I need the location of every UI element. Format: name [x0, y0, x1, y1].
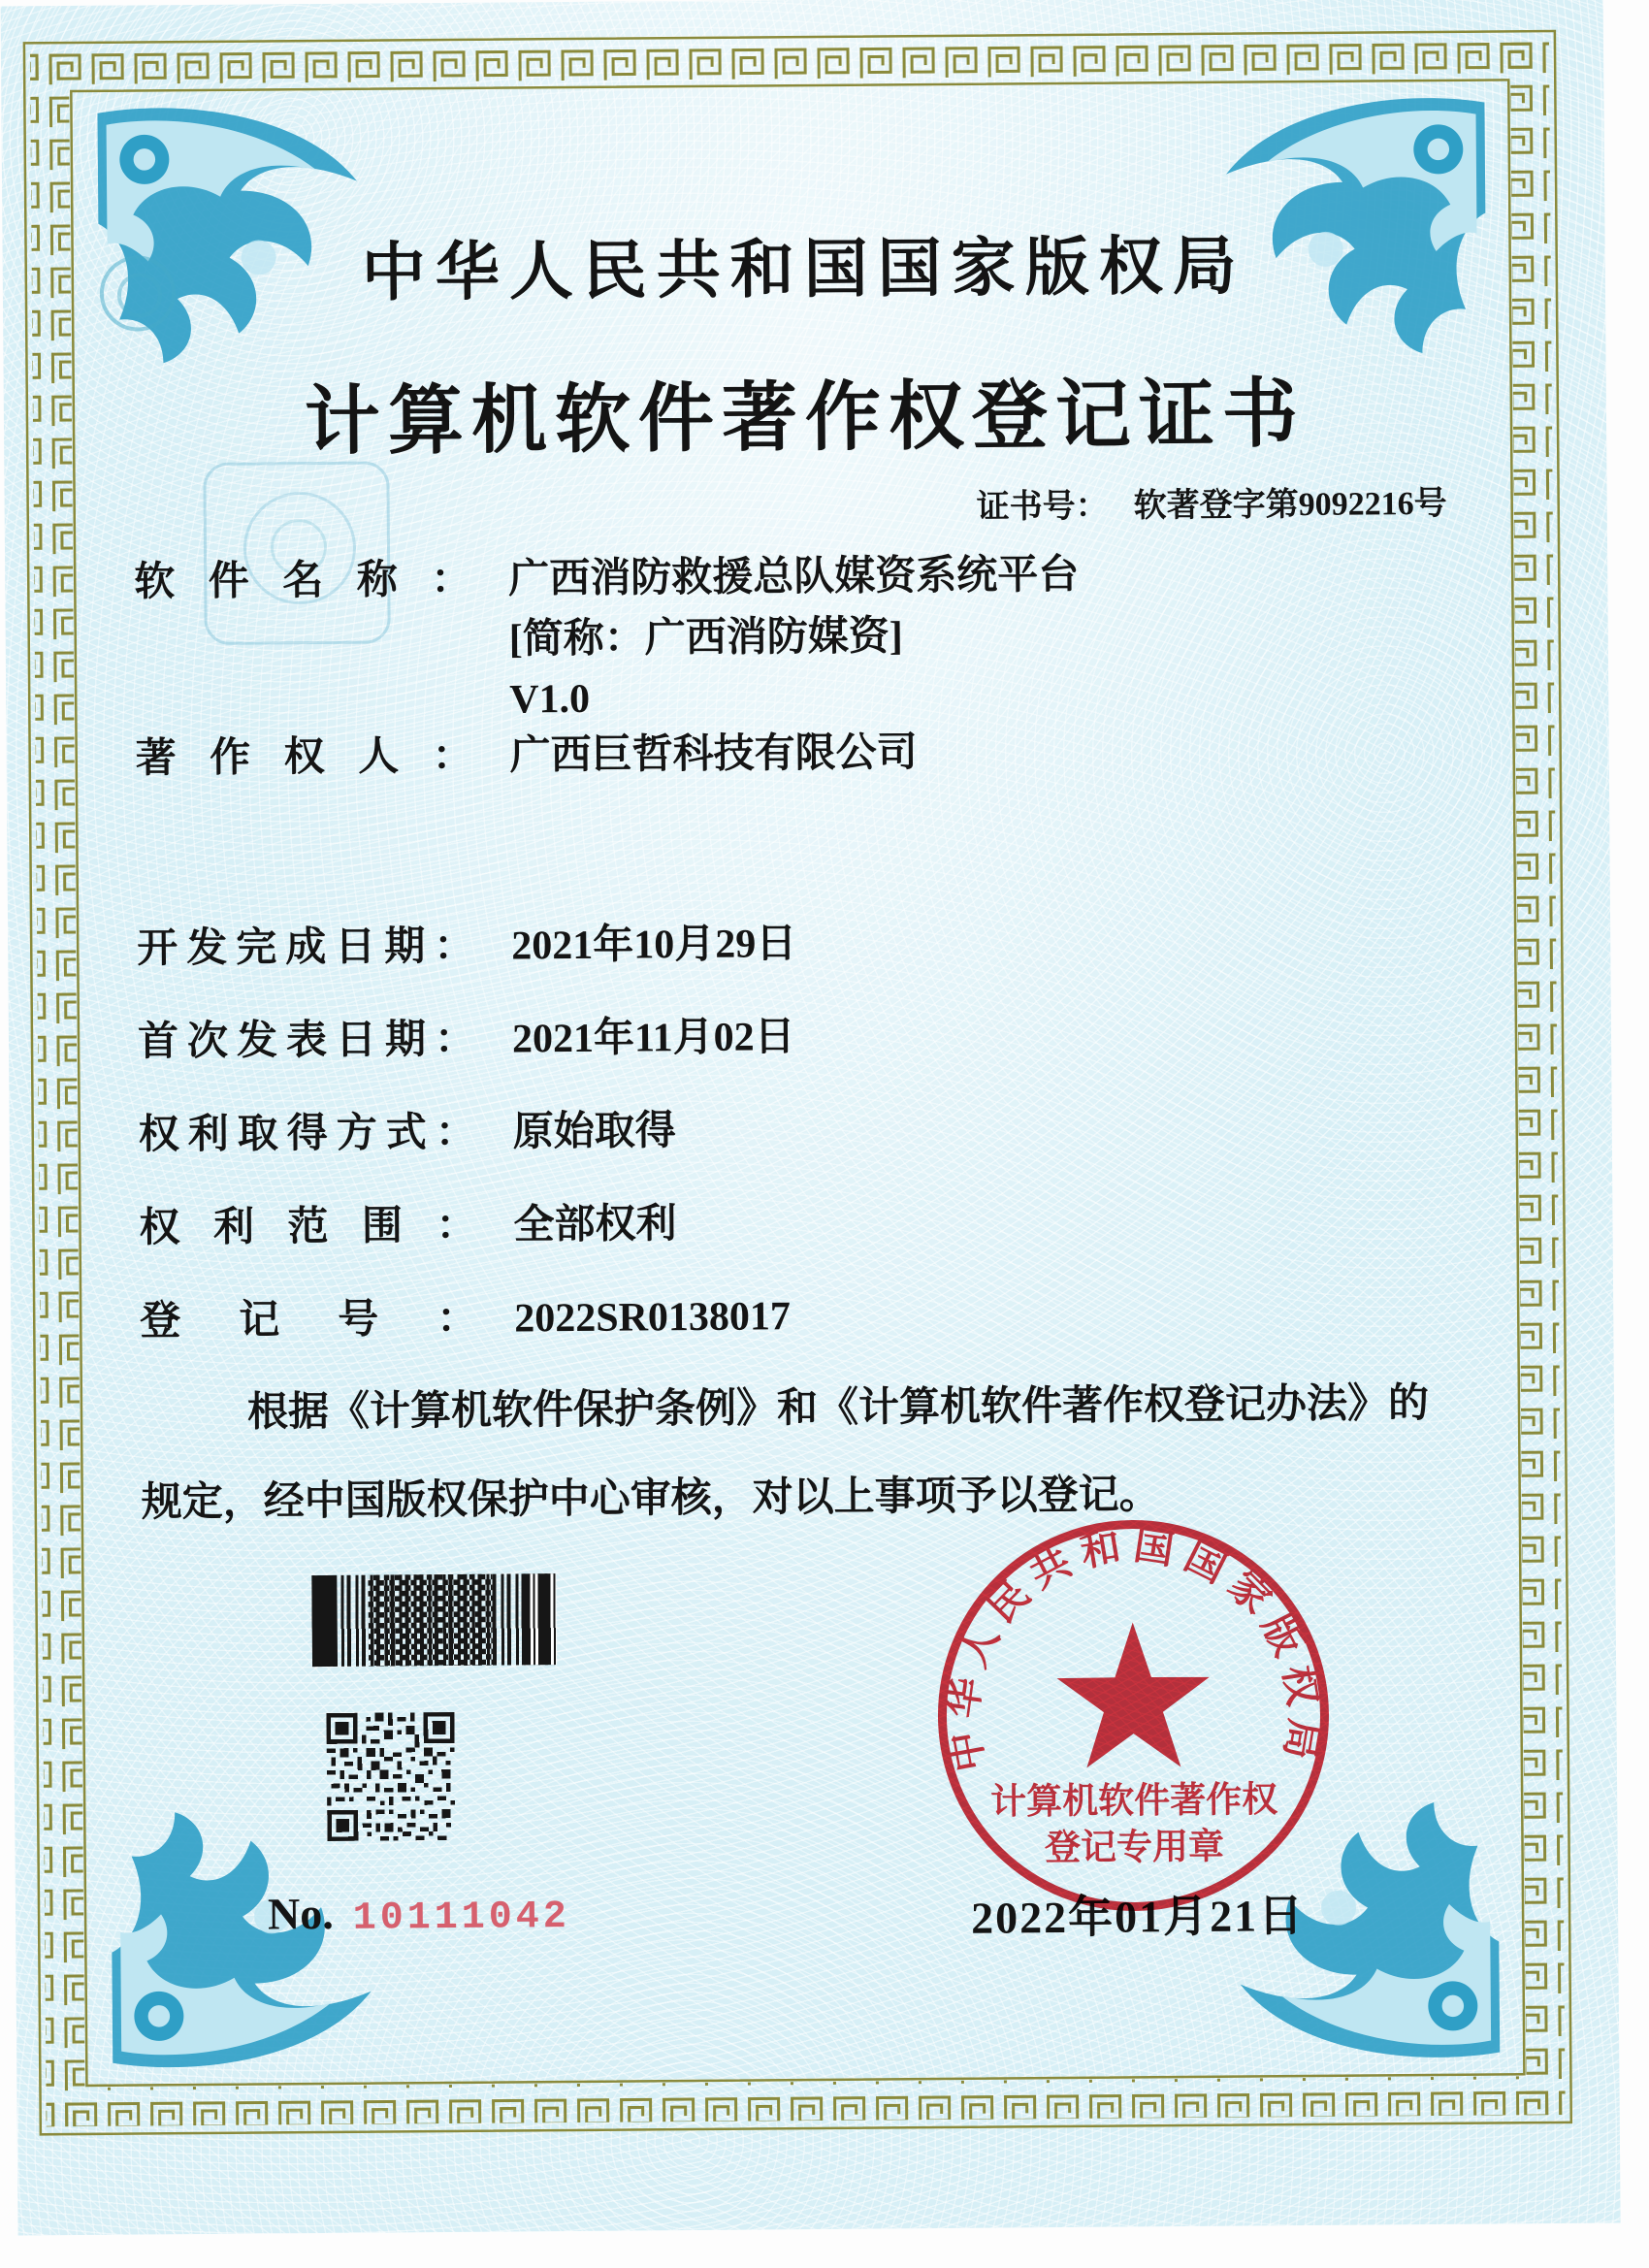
field-value: 2021年11月02日: [511, 1015, 795, 1062]
field-right-scope: [139, 1196, 676, 1256]
field-value: 2021年10月29日: [511, 922, 797, 969]
serial-number: 10111042: [352, 1895, 571, 1941]
issue-date: 2022年01月21日: [970, 1891, 1306, 1943]
certificate-paper: [1, 0, 1621, 2235]
seal-ring-text: 中华人民共和国国家版权局: [939, 1522, 1328, 1775]
field-label: 软件名称：: [134, 557, 472, 605]
serial-label: No.: [267, 1888, 334, 1939]
field-label: 权利取得方式：: [138, 1110, 476, 1158]
seal-star-icon: [1056, 1622, 1210, 1768]
field-dev-complete-date: [137, 916, 796, 977]
field-copyright-owner: [135, 725, 917, 787]
field-first-publish-date: [138, 1009, 795, 1070]
serial-number-row: [268, 1886, 570, 1941]
seal-line-1: 计算机软件著作权: [990, 1780, 1278, 1823]
field-value: [508, 547, 1080, 732]
software-name-line3: V1.0: [509, 676, 591, 723]
field-software-name: [134, 547, 1080, 735]
seal-line-2: 登记专用章: [1044, 1827, 1225, 1869]
official-seal: [918, 1503, 1349, 1934]
barcode-2d-area: [368, 1574, 493, 1667]
cert-number-label: 证书号：: [976, 488, 1109, 526]
certificate-title: 计算机软件著作权登记证书: [304, 372, 1307, 465]
barcode-icon: [311, 1573, 557, 1667]
software-name-line1: 广西消防救援总队媒资系统平台: [508, 552, 1080, 602]
field-label: 开发完成日期：: [137, 923, 475, 972]
field-value: 全部权利: [513, 1202, 677, 1248]
certificate-number: [976, 476, 1446, 528]
field-value: 原始取得: [512, 1109, 676, 1155]
field-label: 首次发表日期：: [137, 1017, 476, 1065]
statement-line-2: 规定，经中国版权保护中心审核，对以上事项予以登记。: [141, 1473, 1160, 1526]
field-registration-number: [140, 1288, 791, 1349]
field-label: 权利范围：: [139, 1203, 477, 1251]
statement-line-1: 根据《计算机软件保护条例》和《计算机软件著作权登记办法》的: [246, 1381, 1430, 1436]
field-value: 广西巨哲科技有限公司: [509, 730, 918, 779]
field-right-acquisition: [139, 1103, 676, 1163]
field-label: 著作权人：: [135, 733, 473, 782]
authority-title: 中华人民共和国国家版权局: [361, 231, 1247, 309]
qr-code-icon: [326, 1712, 455, 1841]
software-name-line2: [简称：广西消防媒资]: [508, 614, 903, 663]
field-label: 登记号：: [140, 1296, 478, 1345]
field-value: 2022SR0138017: [514, 1294, 792, 1342]
cert-number-value: 软著登字第9092216号: [1133, 485, 1447, 525]
